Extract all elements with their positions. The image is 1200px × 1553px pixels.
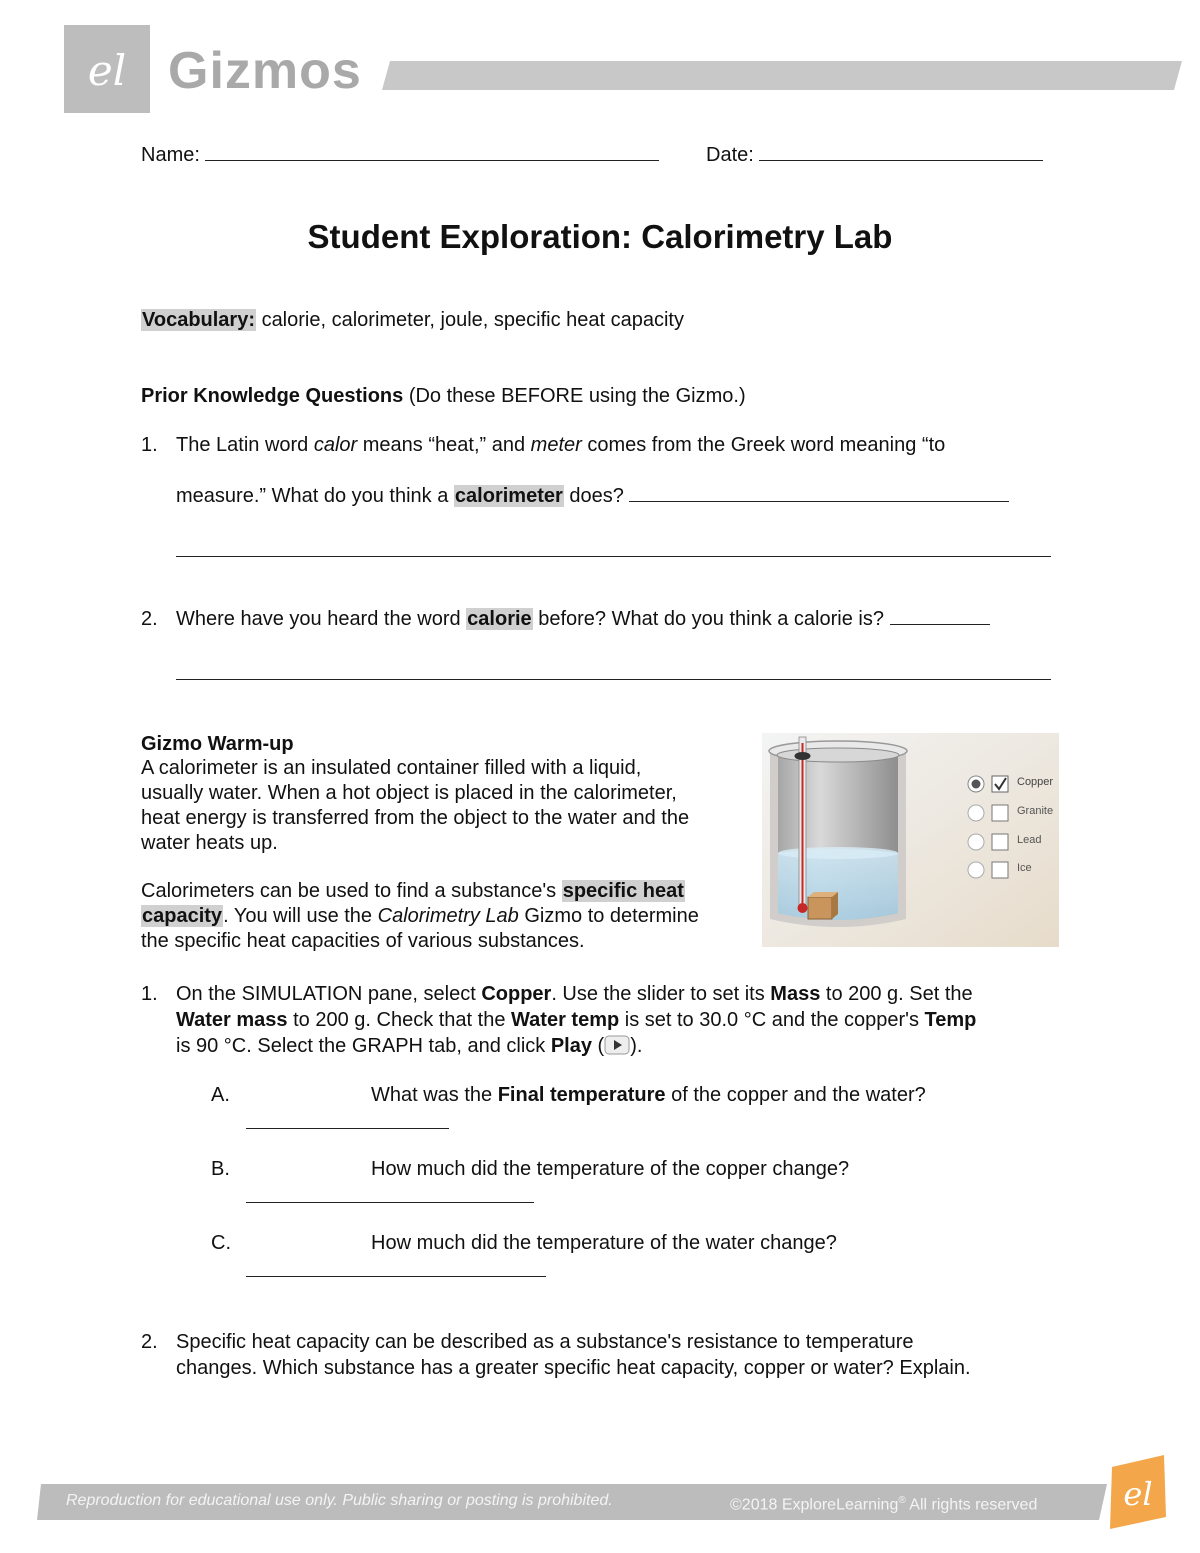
- step-2-text: [176, 1329, 971, 1381]
- q1-answer-blank-2[interactable]: [176, 540, 1051, 557]
- q1-italic-meter: meter: [530, 434, 582, 456]
- q1-text-a: The Latin word: [176, 434, 314, 456]
- sub-a-post: of the copper and the water?: [665, 1084, 926, 1106]
- brand-name: Gizmos: [168, 42, 362, 100]
- sub-c-letter: C.: [211, 1232, 231, 1254]
- s1-temp: Temp: [924, 1009, 977, 1031]
- warmup-p2-line-3: the specific heat capacities of various substances.: [141, 930, 585, 952]
- q1-text-e: does?: [563, 485, 624, 507]
- sub-a-bold: Final temperature: [497, 1084, 666, 1106]
- option-lead-controls-icon: [966, 831, 1016, 853]
- prior-knowledge-heading: [141, 383, 746, 409]
- q2-answer-blank-1[interactable]: [890, 608, 990, 625]
- warmup-p1-line: A calorimeter is an insulated container filled with a liquid,: [141, 757, 642, 779]
- sub-a-letter: A.: [211, 1084, 230, 1106]
- name-blank[interactable]: [205, 144, 659, 161]
- footer-notice: Reproduction for educational use only. Public sharing or posting is prohibited.: [66, 1492, 613, 1509]
- vocabulary-line: [141, 307, 684, 333]
- warmup-paragraph-1: [141, 756, 689, 856]
- date-blank[interactable]: [759, 144, 1043, 161]
- play-icon[interactable]: [604, 1035, 630, 1055]
- term-specific-heat: specific heat: [562, 880, 684, 902]
- q1-italic-calor: calor: [313, 434, 358, 456]
- step-2-number: 2.: [141, 1331, 158, 1353]
- option-granite-label: Granite: [1017, 805, 1054, 817]
- footer-copyright-text: ©2018 ExploreLearning: [730, 1496, 899, 1514]
- question-2-number: 2.: [141, 608, 158, 630]
- q1-text-c: comes from the Greek word meaning “to: [581, 434, 946, 456]
- option-lead-label: Lead: [1017, 834, 1042, 846]
- s1-water-temp: Water temp: [511, 1009, 620, 1031]
- registered-mark: ®: [898, 1495, 906, 1506]
- footer-copyright: [730, 1490, 1037, 1516]
- s1-m: (: [591, 1035, 605, 1057]
- s1-water-mass: Water mass: [176, 1009, 288, 1031]
- explorelearning-badge-icon: [1100, 1453, 1170, 1531]
- warmup-heading: Gizmo Warm-up: [141, 733, 294, 755]
- q2-answer-blank-2[interactable]: [176, 663, 1051, 680]
- s1-i: is set to 30.0 °C and the copper's: [619, 1009, 925, 1031]
- warmup-p1-line: heat energy is transferred from the object to the water and the: [141, 807, 690, 829]
- date-field: [706, 142, 1043, 168]
- s1-copper: Copper: [481, 983, 552, 1005]
- question-1-line-1: [176, 432, 945, 458]
- header-bar: [382, 61, 1182, 90]
- s1-e: to 200 g. Set the: [820, 983, 973, 1005]
- option-ice-controls-icon: [966, 859, 1016, 881]
- sub-a-answer-blank[interactable]: [246, 1112, 449, 1129]
- step-1-text: [176, 981, 976, 1059]
- question-1-line-2: [176, 483, 1009, 509]
- s2-line-2: changes. Which substance has a greater specific heat capacity, copper or water? Explain.: [176, 1357, 971, 1379]
- warmup-paragraph-2: [141, 879, 699, 954]
- option-ice-label: Ice: [1017, 862, 1032, 874]
- step-1-number: 1.: [141, 983, 158, 1005]
- s1-c: . Use the slider to set its: [551, 983, 771, 1005]
- sub-c-question: How much did the temperature of the water change?: [371, 1232, 837, 1254]
- warmup-p1-line: usually water. When a hot object is placed in the calorimeter,: [141, 782, 677, 804]
- s2-line-1: Specific heat capacity can be described as a substance's resistance to temperature: [176, 1331, 914, 1353]
- warmup-p2-text-a: Calorimeters can be used to find a substance's: [141, 880, 562, 902]
- s1-g: to 200 g. Check that the: [287, 1009, 512, 1031]
- sub-a-question: [371, 1082, 926, 1108]
- vocabulary-terms: calorie, calorimeter, joule, specific heat capacity: [261, 309, 684, 331]
- gizmos-logo: [64, 25, 150, 113]
- date-label: Date:: [706, 144, 754, 166]
- option-copper-controls-icon: [966, 773, 1016, 795]
- question-1-number: 1.: [141, 434, 158, 456]
- name-field: [141, 142, 659, 168]
- s1-k: is 90 °C. Select the GRAPH tab, and click: [176, 1035, 551, 1057]
- warmup-p2-text-b: . You will use the: [223, 905, 378, 927]
- q2-term-calorie: calorie: [467, 608, 532, 630]
- option-granite-controls-icon: [966, 802, 1016, 824]
- s1-mass: Mass: [770, 983, 821, 1005]
- s1-n: ).: [630, 1035, 643, 1057]
- sub-b-letter: B.: [211, 1158, 230, 1180]
- q1-term-calorimeter: calorimeter: [454, 485, 563, 507]
- el-logo-icon: [64, 25, 150, 113]
- q2-text-a: Where have you heard the word: [176, 608, 467, 630]
- sub-a-pre: What was the: [371, 1084, 498, 1106]
- q1-text-d: measure.” What do you think a: [176, 485, 454, 507]
- sub-c-answer-blank[interactable]: [246, 1260, 546, 1277]
- name-label: Name:: [141, 144, 200, 166]
- warmup-p2-italic: Calorimetry Lab: [377, 905, 519, 927]
- prior-knowledge-title: Prior Knowledge Questions: [141, 385, 404, 407]
- warmup-p2-text-c: Gizmo to determine: [518, 905, 699, 927]
- s1-play: Play: [550, 1035, 592, 1057]
- q2-text-b: before? What do you think a calorie is?: [532, 608, 884, 630]
- sub-b-question: How much did the temperature of the copper change?: [371, 1158, 850, 1180]
- prior-knowledge-note: (Do these BEFORE using the Gizmo.): [408, 385, 746, 407]
- q1-text-b: means “heat,” and: [357, 434, 531, 456]
- footer-logo-mark: el: [1123, 1475, 1153, 1513]
- sub-b-answer-blank[interactable]: [246, 1186, 534, 1203]
- s1-a: On the SIMULATION pane, select: [176, 983, 482, 1005]
- q1-answer-blank-1[interactable]: [629, 485, 1009, 502]
- warmup-p1-line: water heats up.: [141, 832, 278, 854]
- footer-rights-text: All rights reserved: [905, 1496, 1038, 1514]
- logo-mark-text: el: [87, 46, 127, 95]
- question-2-line-1: [176, 606, 990, 632]
- option-copper-label: Copper: [1017, 776, 1054, 788]
- term-capacity: capacity: [142, 905, 223, 927]
- vocabulary-label: Vocabulary:: [142, 309, 255, 331]
- page-title: Student Exploration: Calorimetry Lab: [307, 218, 893, 255]
